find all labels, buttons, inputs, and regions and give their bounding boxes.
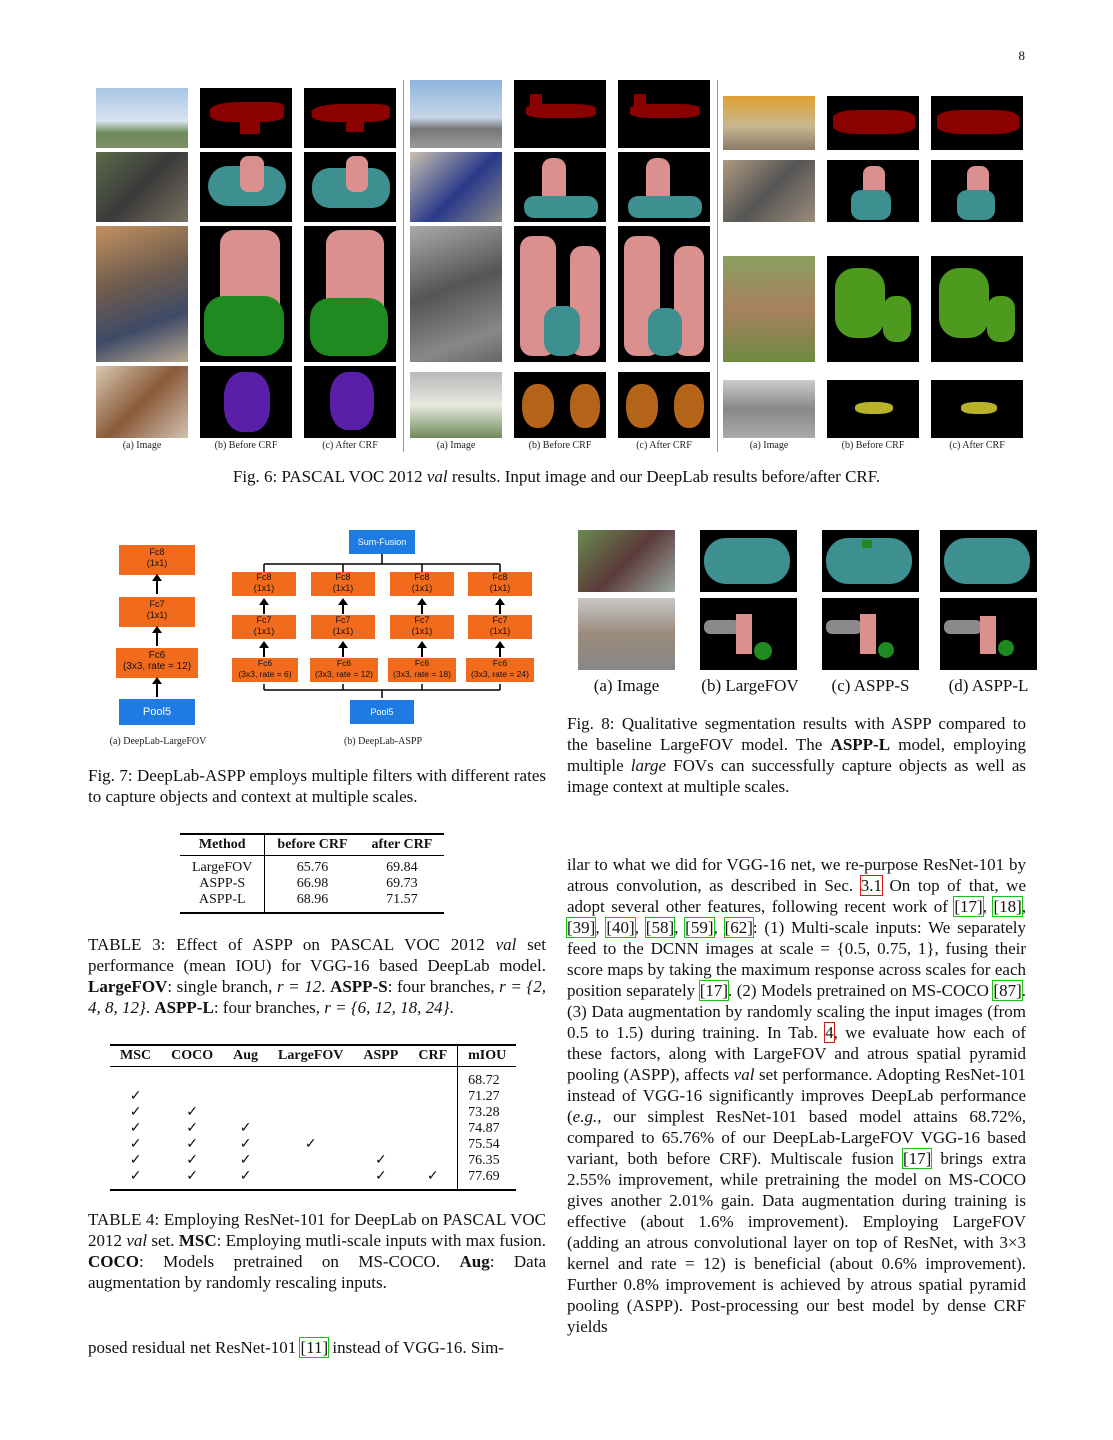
check-cell: ✓: [186, 1169, 198, 1184]
miou-cell: 71.27: [468, 1089, 500, 1104]
largefov-fc8-box: Fc8 (1x1): [119, 545, 195, 575]
seg-dogs-after: [304, 366, 396, 438]
fig8-photo-motorbike: [578, 530, 675, 592]
photo-sheep: [410, 372, 502, 438]
fig8-asppl-garage: [940, 598, 1037, 670]
seg-airplane-3-before: [827, 96, 919, 150]
fig6-sub-after-2: (c) After CRF: [636, 440, 692, 451]
aspp-arrow-b2: [342, 647, 344, 657]
table-4: [110, 1044, 516, 1191]
aspp-fc8-box-3: Fc8 (1x1): [390, 572, 454, 596]
table4-header-aug: Aug: [223, 1045, 268, 1067]
check-cell: [408, 1067, 457, 1090]
check-cell: ✓: [374, 1153, 387, 1168]
photo-dogs: [96, 366, 188, 438]
seg-cows-before: [827, 256, 919, 362]
section-ref-3-1[interactable]: 3.1: [860, 876, 882, 895]
seg-airplane-2-before: [514, 80, 606, 148]
table4-header-msc: MSC: [110, 1045, 161, 1067]
photo-airplane-1: [96, 88, 188, 148]
seg-airplane-2-after: [618, 80, 710, 148]
miou-cell: 76.35: [468, 1153, 500, 1168]
check-cell: ✓: [408, 1169, 457, 1190]
check-cell: [353, 1121, 408, 1137]
seg-airplane-1-before: [200, 88, 292, 148]
table3-header-method: Method: [180, 834, 265, 856]
page-number: 8: [1018, 48, 1025, 63]
check-cell: ✓: [129, 1153, 142, 1168]
fig8-sub-image: (a) Image: [593, 676, 660, 695]
miou-cell: 73.28: [468, 1105, 500, 1120]
photo-airplane-3: [723, 96, 815, 150]
table-row: [110, 1153, 516, 1169]
check-cell: ✓: [304, 1137, 317, 1152]
aspp-fc6-box-4: Fc6 (3x3, rate = 24): [466, 658, 534, 682]
aspp-fc6-box-2: Fc6 (3x3, rate = 12): [310, 658, 378, 682]
check-cell: ✓: [239, 1153, 252, 1168]
figure-6-separator-2: [717, 80, 718, 452]
aspp-arrow-a3: [421, 604, 423, 614]
check-cell: [353, 1105, 408, 1121]
seg-two-men-before: [514, 226, 606, 362]
seg-bird-before: [827, 380, 919, 438]
table-ref-4[interactable]: 4: [825, 1023, 834, 1042]
fig6-sub-image-1: (a) Image: [122, 440, 162, 451]
citation-87[interactable]: [87]: [993, 981, 1022, 1000]
check-cell: [408, 1137, 457, 1153]
aspp-arrow-b3: [421, 647, 423, 657]
aspp-fc7-box-3: Fc7 (1x1): [390, 615, 454, 639]
miou-cell: 74.87: [468, 1121, 500, 1136]
table4-header-miou: mIOU: [458, 1045, 517, 1067]
table-3-caption: TABLE 3: Effect of ASPP on PASCAL VOC 2012 val set performance (mean IOU) for VGG-16 based DeepLab model. LargeFOV: single branch, r = 12. ASPP-S: four branches, r = {2, 4, 8, 12}. ASPP-L: four branches, r = {6, 12, 18, 24}.: [88, 935, 546, 1017]
aspp-arrow-a1: [263, 604, 265, 614]
check-cell: ✓: [129, 1169, 142, 1184]
aspp-fc6-box-3: Fc6 (3x3, rate = 18): [388, 658, 456, 682]
photo-cyclists: [96, 226, 188, 362]
figure-7: [88, 528, 548, 753]
table3-header-before: before CRF: [265, 834, 360, 856]
check-cell: ✓: [239, 1137, 252, 1152]
fig7-sub-b: (b) DeepLab-ASPP: [343, 736, 423, 747]
citation-59[interactable]: [59]: [685, 918, 714, 937]
photo-motorbike-1: [96, 152, 188, 222]
fig8-sub-largefov: (b) LargeFOV: [701, 676, 799, 695]
check-cell: ✓: [239, 1169, 252, 1184]
check-cell: [353, 1137, 408, 1153]
fig6-sub-after-1: (c) After CRF: [322, 440, 378, 451]
seg-airplane-3-after: [931, 96, 1023, 150]
citation-17[interactable]: [17]: [954, 897, 983, 916]
check-cell: ✓: [239, 1121, 252, 1136]
table4-header-largefov: LargeFOV: [268, 1045, 353, 1067]
figure-8-caption: Fig. 8: Qualitative segmentation results with ASPP compared to the baseline LargeFOV model. The ASPP-L model, employing multiple large FOVs can successfully capture objects as well as image context at multiple scales.: [567, 714, 1026, 796]
miou-cell: 75.54: [468, 1137, 500, 1152]
fig8-largefov-garage: [700, 598, 797, 670]
check-cell: [161, 1067, 223, 1090]
check-cell: [110, 1067, 161, 1090]
left-column-text: posed residual net ResNet-101 [11] instead of VGG-16. Sim-: [88, 1338, 504, 1357]
table4-header-aspp: ASPP: [353, 1045, 408, 1067]
seg-motorbike-3-before: [827, 160, 919, 222]
check-cell: [408, 1105, 457, 1121]
table4-header-crf: CRF: [408, 1045, 457, 1067]
seg-motorbike-1-before: [200, 152, 292, 222]
seg-airplane-1-after: [304, 88, 396, 148]
check-cell: [268, 1169, 353, 1190]
table3-header-after: after CRF: [360, 834, 445, 856]
aspp-arrow-b4: [499, 647, 501, 657]
aspp-fc7-box-4: Fc7 (1x1): [468, 615, 532, 639]
miou-cell: 77.69: [468, 1169, 500, 1184]
seg-sheep-after: [618, 372, 710, 438]
aspp-arrow-a2: [342, 604, 344, 614]
aspp-arrow-b1: [263, 647, 265, 657]
right-column-text: ilar to what we did for VGG-16 net, we re-purpose ResNet-101 by atrous convolution, as described in Sec. 3.1 On top of that, we adopt several other features, following recent work of [17], [18], [39], [40], [58], [59], [62]: (1) Multi-scale inputs: We separately feed to the DCNN images at scale = {0.5, 0.75, 1}, fusing their score maps by taking the maximum response across scales for each position separately [17]. (2) Models pretrained on MS-COCO [87]. (3) Data augmentation by randomly scaling the input images (from 0.5 to 1.5) during training. In Tab. 4, we evaluate how each of these factors, along with LargeFOV and atrous spatial pyramid pooling (ASPP), affects val set performance. Adopting ResNet-101 instead of VGG-16 significantly improves DeepLab performance (e.g., our simplest ResNet-101 based model attains 68.72%, compared to 65.76% of our DeepLab-LargeFOV VGG-16 based variant, both before CRF). Multiscale fusion [17] brings extra 2.55% improvement, while pretraining the model on MS-COCO gives another 2.01% gain. Data augmentation during training is effective (about 1.6% improvement). Employing LargeFOV (adding an atrous convolutional layer on top of ResNet, with 3×3 kernel and rate = 12) is beneficial (about 0.6% improvement). Further 0.8% improvement is achieved by atrous spatial pyramid pooling (ASPP). Post-processing our best model by dense CRF yields: [567, 855, 1027, 1336]
citation-17-b[interactable]: [17]: [699, 981, 729, 1000]
fig6-sub-image-2: (a) Image: [436, 440, 476, 451]
aspp-fc8-box-4: Fc8 (1x1): [468, 572, 532, 596]
check-cell: ✓: [129, 1105, 142, 1120]
table4-header-coco: COCO: [161, 1045, 223, 1067]
check-cell: [268, 1067, 353, 1090]
check-cell: [408, 1089, 457, 1105]
check-cell: ✓: [129, 1137, 142, 1152]
seg-sheep-before: [514, 372, 606, 438]
table-row: LargeFOV 65.76 69.84: [180, 856, 444, 877]
aspp-fc7-box-1: Fc7 (1x1): [232, 615, 296, 639]
seg-motorbike-2-after: [618, 152, 710, 222]
aspp-fc7-box-2: Fc7 (1x1): [311, 615, 375, 639]
table-row: [110, 1067, 516, 1090]
table-4-caption: TABLE 4: Employing ResNet-101 for DeepLab on PASCAL VOC 2012 val set. MSC: Employing mutli-scale inputs with max fusion. COCO: Models pretrained on MS-COCO. Aug: Data augmentation by randomly rescaling inputs.: [88, 1210, 547, 1292]
check-cell: ✓: [186, 1121, 198, 1136]
check-cell: [223, 1105, 268, 1121]
fig8-sub-aspps: (c) ASPP-S: [831, 676, 910, 695]
largefov-fc6-box: Fc6 (3x3, rate = 12): [116, 648, 198, 678]
aspp-pool5-box: Pool5: [350, 700, 414, 724]
photo-bird: [723, 380, 815, 438]
fig8-aspps-motorbike: [822, 530, 919, 592]
figure-7-caption: Fig. 7: DeepLab-ASPP employs multiple filters with different rates to capture objects and context at multiple scales.: [88, 766, 546, 806]
figure-6: [0, 0, 1113, 500]
photo-airplane-2: [410, 80, 502, 148]
table-row: ASPP-S 66.98 69.73: [180, 876, 444, 892]
check-cell: [223, 1067, 268, 1090]
seg-cyclists-before: [200, 226, 292, 362]
photo-two-men: [410, 226, 502, 362]
aspp-arrow-a4: [499, 604, 501, 614]
table-row: ASPP-L 68.96 71.57: [180, 892, 444, 913]
fig8-largefov-motorbike: [700, 530, 797, 592]
seg-motorbike-2-before: [514, 152, 606, 222]
check-cell: [408, 1153, 457, 1169]
citation-11[interactable]: [11]: [300, 1338, 329, 1357]
fig8-asppl-motorbike: [940, 530, 1037, 592]
check-cell: [268, 1089, 353, 1105]
citation-39[interactable]: [39]: [567, 918, 596, 937]
check-cell: [223, 1089, 268, 1105]
fig6-sub-before-2: (b) Before CRF: [528, 440, 592, 451]
table-row: [110, 1105, 516, 1121]
fig7-sub-a: (a) DeepLab-LargeFOV: [109, 736, 207, 747]
citation-58[interactable]: [58]: [645, 918, 675, 937]
photo-motorbike-3: [723, 160, 815, 222]
fig6-sub-before-3: (b) Before CRF: [841, 440, 905, 451]
aspp-fc6-box-1: Fc6 (3x3, rate = 6): [232, 658, 298, 682]
check-cell: ✓: [186, 1105, 198, 1120]
seg-motorbike-1-after: [304, 152, 396, 222]
seg-cows-after: [931, 256, 1023, 362]
citation-17-c[interactable]: [17]: [903, 1149, 932, 1168]
check-cell: ✓: [186, 1137, 198, 1152]
seg-cyclists-after: [304, 226, 396, 362]
fig8-sub-asppl: (d) ASPP-L: [948, 676, 1029, 695]
fig6-sub-before-1: (b) Before CRF: [214, 440, 278, 451]
citation-18[interactable]: [18]: [993, 897, 1022, 916]
check-cell: ✓: [186, 1153, 198, 1168]
aspp-sum-fusion-box: Sum-Fusion: [349, 530, 415, 554]
aspp-fusion-lines: [88, 528, 548, 753]
check-cell: ✓: [129, 1121, 142, 1136]
seg-motorbike-3-after: [931, 160, 1023, 222]
check-cell: [268, 1121, 353, 1137]
check-cell: [268, 1105, 353, 1121]
check-cell: [353, 1089, 408, 1105]
table4-body: [110, 1067, 516, 1191]
figure-6-caption: Fig. 6: PASCAL VOC 2012 val results. Input image and our DeepLab results before/after CRF.: [232, 467, 881, 486]
check-cell: ✓: [374, 1169, 387, 1184]
seg-dogs-before: [200, 366, 292, 438]
aspp-fc8-box-1: Fc8 (1x1): [232, 572, 296, 596]
check-cell: [408, 1121, 457, 1137]
table-row: [110, 1121, 516, 1137]
fig6-sub-after-3: (c) After CRF: [949, 440, 1005, 451]
seg-two-men-after: [618, 226, 710, 362]
check-cell: ✓: [129, 1089, 142, 1104]
figure-8: [578, 528, 1038, 698]
table-3: [180, 833, 444, 914]
table-row: [110, 1169, 516, 1190]
photo-cows: [723, 256, 815, 362]
table-row: [110, 1137, 516, 1153]
aspp-fc8-box-2: Fc8 (1x1): [311, 572, 375, 596]
largefov-fc7-box: Fc7 (1x1): [119, 597, 195, 627]
figure-6-separator-1: [403, 80, 404, 452]
table-row: [110, 1089, 516, 1105]
check-cell: [268, 1153, 353, 1169]
fig6-sub-image-3: (a) Image: [749, 440, 789, 451]
check-cell: [353, 1067, 408, 1090]
check-cell: [161, 1089, 223, 1105]
miou-cell: 68.72: [468, 1073, 500, 1088]
citation-62[interactable]: [62]: [724, 918, 753, 937]
fig8-photo-garage: [578, 598, 675, 670]
fig8-aspps-garage: [822, 598, 919, 670]
largefov-pool5-box: Pool5: [119, 699, 195, 725]
seg-bird-after: [931, 380, 1023, 438]
citation-40[interactable]: [40]: [606, 918, 635, 937]
photo-motorbike-2: [410, 152, 502, 222]
